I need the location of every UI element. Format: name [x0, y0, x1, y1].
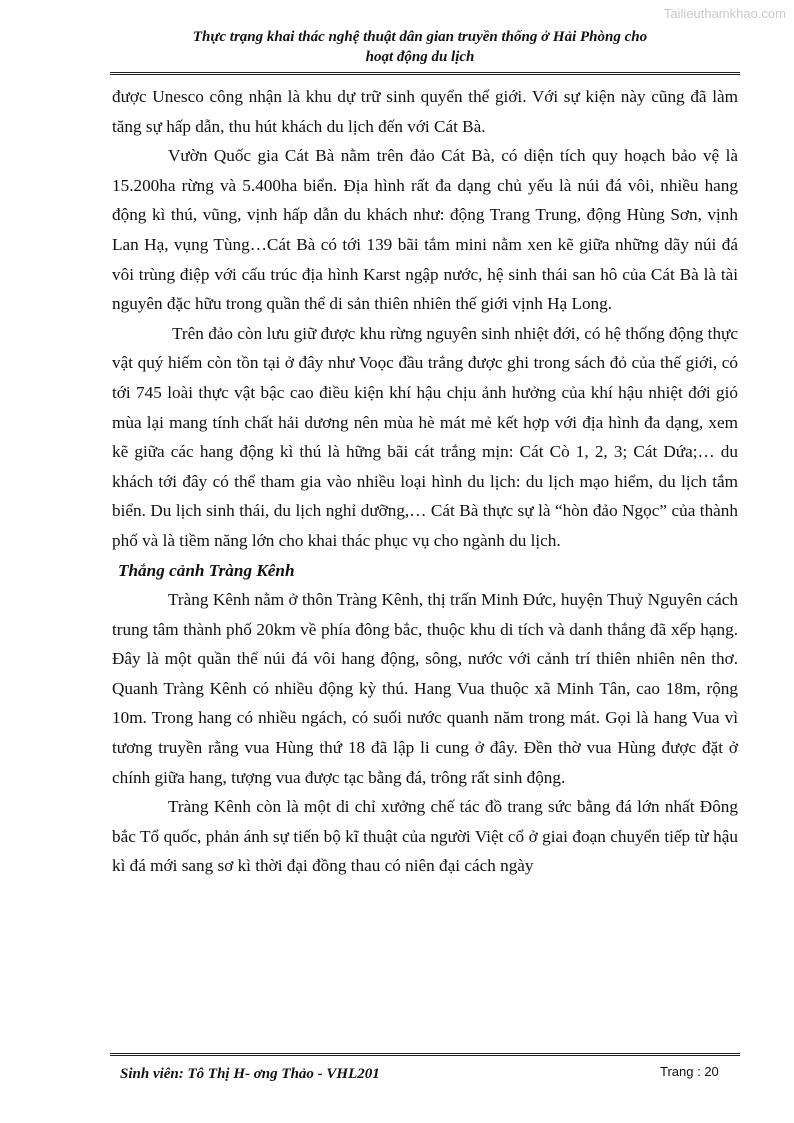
header-line-1: Thực trạng khai thác nghệ thuật dân gian truyền thống ở Hải Phòng cho	[192, 29, 648, 45]
footer-divider	[110, 1053, 740, 1056]
running-header	[110, 27, 730, 67]
watermark-text: Tailieuthamkhao.com	[663, 6, 786, 21]
paragraph-continuation: được Unesco công nhận là khu dự trữ sinh quyển thế giới. Với sự kiện này cũng đã làm tăng sự hấp dẫn, thu hút khách du lịch đến với Cát Bà.	[112, 87, 738, 136]
paragraph-trang-kenh: Tràng Kênh nằm ở thôn Tràng Kênh, thị trấn Minh Đức, huyện Thuỷ Nguyên cách trung tâm thành phố 20km về phía đông bắc, thuộc khu di tích và danh thắng đã xếp hạng. Đây là một quần thể núi đá vôi hang động, sông, nước với cảnh trí thiên nhiên nên thơ. Quanh Tràng Kênh có nhiều động kỳ thú. Hang Vua thuộc xã Minh Tân, cao 18m, rộng 10m. Trong hang có nhiều ngách, có suối nước quanh năm trong mát. Gọi là hang Vua vì tương truyền rằng vua Hùng thứ 18 đã lập li cung ở đây. Đền thờ vua Hùng được đặt ở chính giữa hang, tượng vua được tạc bằng đá, trông rất sinh động.	[112, 590, 738, 787]
header-line-2: hoạt động du lịch	[365, 49, 475, 65]
paragraph-cat-ba-park: Vườn Quốc gia Cát Bà nằm trên đảo Cát Bà, có diện tích quy hoạch bảo vệ là 15.200ha rừng và 5.400ha biển. Địa hình rất đa dạng chủ yếu là núi đá vôi, nhiều hang động kì thú, vũng, vịnh hấp dẫn du khách như: động Trang Trung, động Hùng Sơn, vịnh Lan Hạ, vụng Tùng…Cát Bà có tới 139 bãi tắm mini nằm xen kẽ giữa những dãy núi đá vôi trùng điệp với cấu trúc địa hình Karst ngập nước, hệ sinh thái san hô của Cát Bà là tài nguyên đặc hữu trong quần thể di sản thiên nhiên thế giới vịnh Hạ Long.	[112, 146, 738, 314]
page-body	[112, 82, 738, 881]
paragraph-cat-ba-forest: Trên đảo còn lưu giữ được khu rừng nguyên sinh nhiệt đới, có hệ thống động thực vật quý hiếm còn tồn tại ở đây như Voọc đầu trắng được ghi trong sách đỏ của thế giới, có tới 745 loài thực vật bậc cao điều kiện khí hậu chịu ảnh hưởng của khí hậu nhiệt đới gió mùa lại mang tính chất hải dương nên mùa hè mát mẻ kết hợp với địa hình đa dạng, xem kẽ giữa các hang động kì thú là hững bãi cát trắng mịn: Cát Cò 1, 2, 3; Cát Dứa;… du khách tới đây có thể tham gia vào nhiều loại hình du lịch: du lịch mạo hiểm, du lịch tắm biển. Du lịch sinh thái, du lịch nghỉ dưỡng,… Cát Bà thực sự là “hòn đảo Ngọc” của thành phố và là tiềm năng lớn cho khai thác phục vụ cho ngành du lịch.	[112, 323, 738, 550]
paragraph-trang-kenh-site: Tràng Kênh còn là một di chỉ xưởng chế tác đồ trang sức bằng đá lớn nhất Đông bắc Tổ quốc, phản ánh sự tiến bộ kĩ thuật của người Việt cổ ở giai đoạn chuyển tiếp từ hậu kì đá mới sang sơ kì thời đại đồng thau có niên đại cách ngày	[112, 797, 738, 876]
header-divider	[110, 72, 740, 75]
section-heading: Thắng cảnh Tràng Kênh	[118, 560, 295, 580]
page-number: Trang : 20	[660, 1064, 719, 1079]
footer-author: Sinh viên: Tô Thị H- ơng Thảo - VHL201	[120, 1066, 380, 1082]
